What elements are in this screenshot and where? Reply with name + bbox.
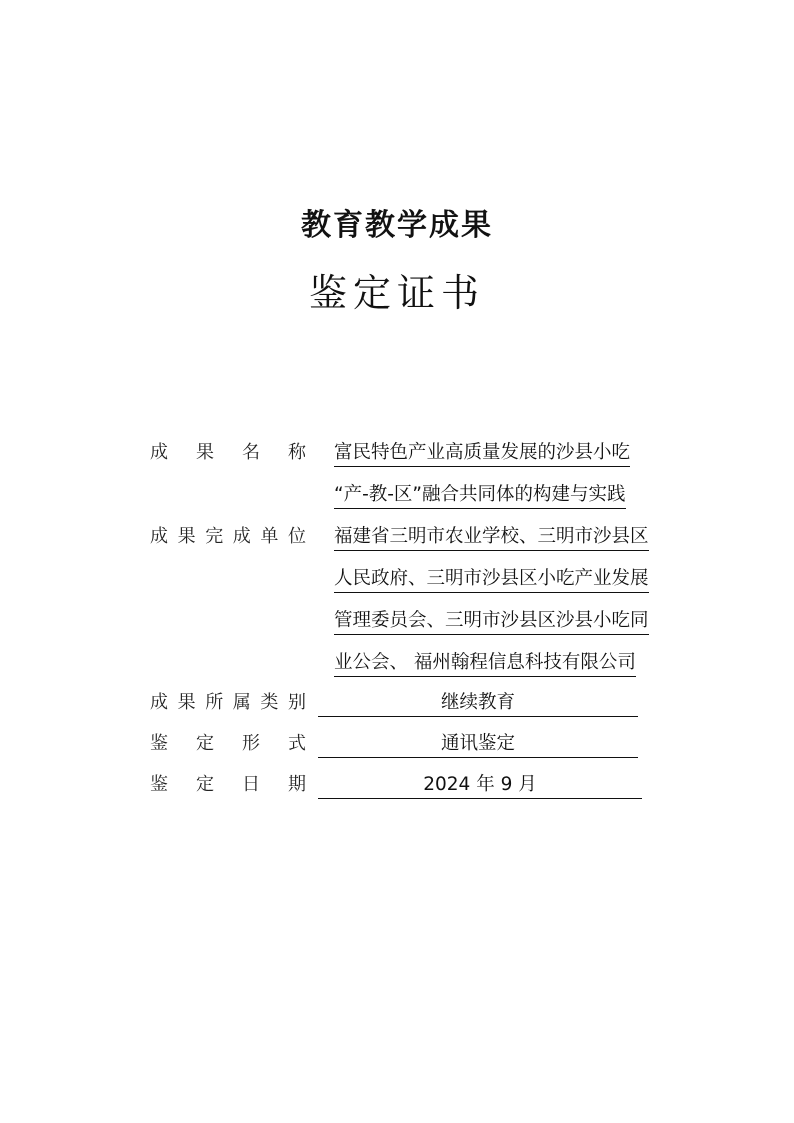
label-category: 成 果 所 属 类 别	[150, 692, 306, 713]
completing-units-line2: 人民政府、三明市沙县区小吃产业发展	[334, 566, 649, 593]
date-value: 2024 年 9 月	[318, 772, 642, 799]
completing-units-line1: 福建省三明市农业学校、三明市沙县区	[334, 524, 649, 551]
label-date: 鉴 定 日 期	[150, 774, 306, 795]
achievement-name-line1: 富民特色产业高质量发展的沙县小吃	[334, 440, 630, 467]
category-value: 继续教育	[318, 690, 638, 717]
certificate-title-line2: 鉴定证书	[308, 271, 485, 315]
method-value: 通讯鉴定	[318, 731, 638, 758]
completing-units-line4: 业公会、 福州翰程信息科技有限公司	[334, 650, 636, 677]
label-method: 鉴 定 形 式	[150, 733, 306, 754]
label-completing-units: 成 果 完 成 单 位	[150, 526, 306, 547]
label-achievement-name: 成 果 名 称	[150, 442, 306, 463]
achievement-name-line2: “产-教-区”融合共同体的构建与实践	[334, 482, 626, 509]
completing-units-line3: 管理委员会、三明市沙县区沙县小吃同	[334, 608, 649, 635]
certificate-title-line1: 教育教学成果	[301, 208, 493, 243]
